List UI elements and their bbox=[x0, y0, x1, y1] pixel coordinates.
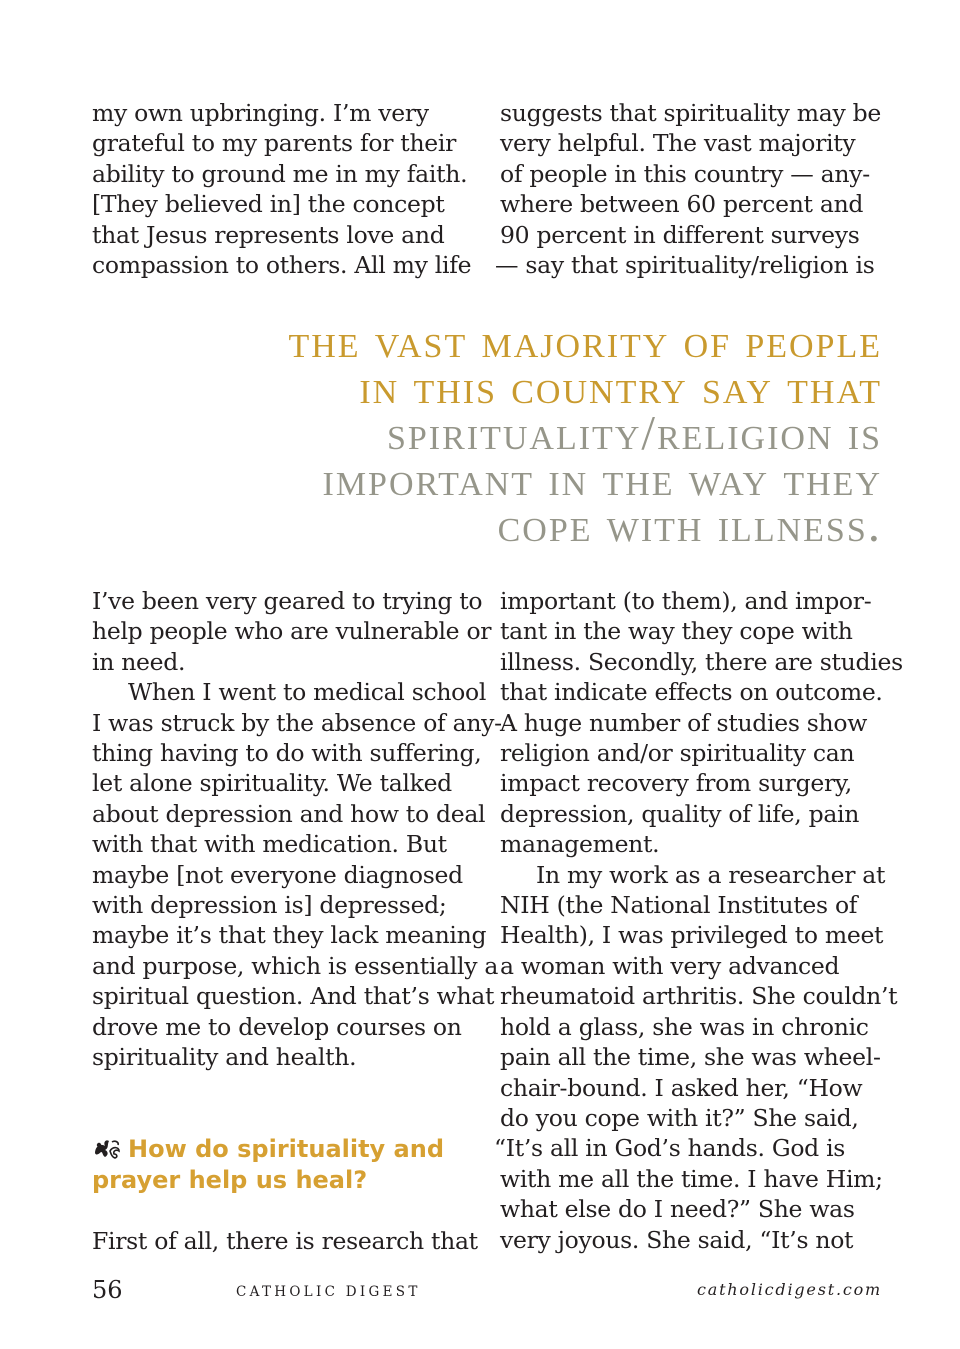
fleuron-dingbat-icon bbox=[92, 1137, 122, 1159]
text-line: When I went to medical school bbox=[128, 678, 487, 707]
section-heading bbox=[92, 1134, 492, 1196]
text-line: thing having to do with suffering, bbox=[92, 739, 482, 768]
text-line: NIH (the National Institutes of bbox=[500, 891, 858, 920]
text-line: my own upbringing. I’m very bbox=[92, 99, 429, 127]
text-line: compassion to others. All my life bbox=[92, 251, 472, 280]
text-line: that indicate effects on outcome. bbox=[500, 678, 883, 707]
text-line: do you cope with it?” She said, bbox=[500, 1103, 859, 1132]
text-line: “It’s all in God’s hands. God is bbox=[494, 1134, 846, 1163]
pull-quote-line: in this country say that bbox=[359, 359, 882, 414]
text-line: First of all, there is research that bbox=[92, 1227, 478, 1255]
magazine-name: CATHOLIC DIGEST bbox=[236, 1284, 421, 1300]
pull-quote-line: important in the way they bbox=[322, 451, 882, 506]
text-line: tant in the way they cope with bbox=[500, 617, 853, 646]
column-top-right bbox=[495, 98, 885, 280]
text-line: very joyous. She said, “It’s not bbox=[500, 1225, 854, 1254]
text-line: about depression and how to deal bbox=[92, 799, 486, 828]
text-line: suggests that spirituality may be bbox=[500, 99, 881, 127]
text-line: rheumatoid arthritis. She couldn’t bbox=[500, 982, 898, 1011]
text-line: religion and/or spirituality can bbox=[500, 739, 855, 768]
column-bottom-left bbox=[92, 586, 502, 1073]
text-line: very helpful. The vast majority bbox=[500, 129, 856, 158]
section-heading-line: prayer help us heal? bbox=[92, 1166, 368, 1194]
pull-quote bbox=[100, 313, 882, 552]
text-line: maybe [not everyone diagnosed bbox=[92, 860, 463, 889]
text-line: spirituality and health. bbox=[92, 1043, 357, 1072]
text-line: I’ve been very geared to trying to bbox=[92, 587, 483, 615]
text-line: chair-bound. I asked her, “How bbox=[500, 1073, 863, 1102]
text-line: maybe it’s that they lack meaning bbox=[92, 921, 487, 950]
text-line: 90 percent in different surveys bbox=[500, 220, 860, 249]
website-url: catholicdigest.com bbox=[696, 1280, 882, 1299]
text-line: where between 60 percent and bbox=[500, 190, 864, 219]
text-line: with me all the time. I have Him; bbox=[500, 1164, 883, 1193]
text-line: with that with medication. But bbox=[92, 830, 447, 859]
pull-quote-line: spirituality/religion is bbox=[386, 405, 882, 460]
text-line: ability to ground me in my faith. bbox=[92, 159, 468, 188]
text-line: a woman with very advanced bbox=[500, 951, 840, 980]
text-line: A huge number of studies show bbox=[500, 708, 868, 737]
text-line: In my work as a researcher at bbox=[536, 860, 886, 889]
text-line: help people who are vulnerable or bbox=[92, 617, 492, 646]
text-line: illness. Secondly, there are studies bbox=[500, 647, 903, 676]
text-line: in need. bbox=[92, 647, 186, 676]
column-bottom-right bbox=[494, 586, 903, 1255]
text-line: that Jesus represents love and bbox=[92, 220, 445, 249]
section-heading-text: How do spirituality and bbox=[128, 1135, 445, 1163]
text-line: what else do I need?” She was bbox=[500, 1195, 855, 1224]
text-line: impact recovery from surgery, bbox=[500, 769, 852, 798]
page-number: 56 bbox=[92, 1276, 123, 1304]
text-line: management. bbox=[500, 830, 660, 859]
text-line: drove me to develop courses on bbox=[92, 1012, 462, 1041]
text-line: [They believed in] the concept bbox=[92, 190, 445, 219]
text-line: pain all the time, she was wheel- bbox=[500, 1043, 881, 1072]
text-line: spiritual question. And that’s what bbox=[92, 982, 495, 1011]
text-line: let alone spirituality. We talked bbox=[92, 769, 452, 798]
text-line: depression, quality of life, pain bbox=[500, 799, 860, 828]
text-line: I was struck by the absence of any- bbox=[92, 708, 502, 737]
text-line: hold a glass, she was in chronic bbox=[500, 1012, 869, 1041]
text-line: grateful to my parents for their bbox=[92, 129, 457, 158]
text-line: — say that spirituality/religion is bbox=[495, 251, 875, 280]
pull-quote-line: the vast majority of people bbox=[288, 313, 882, 368]
text-line: Health), I was privileged to meet bbox=[500, 921, 884, 950]
section-heading-line bbox=[92, 1134, 492, 1165]
pull-quote-line: cope with illness. bbox=[497, 497, 882, 552]
text-line: and purpose, which is essentially a bbox=[92, 951, 499, 980]
text-line: of people in this country — any- bbox=[500, 159, 870, 188]
text-line: with depression is] depressed; bbox=[92, 891, 447, 920]
text-line: important (to them), and impor- bbox=[500, 587, 872, 615]
column-top-left bbox=[92, 98, 477, 280]
